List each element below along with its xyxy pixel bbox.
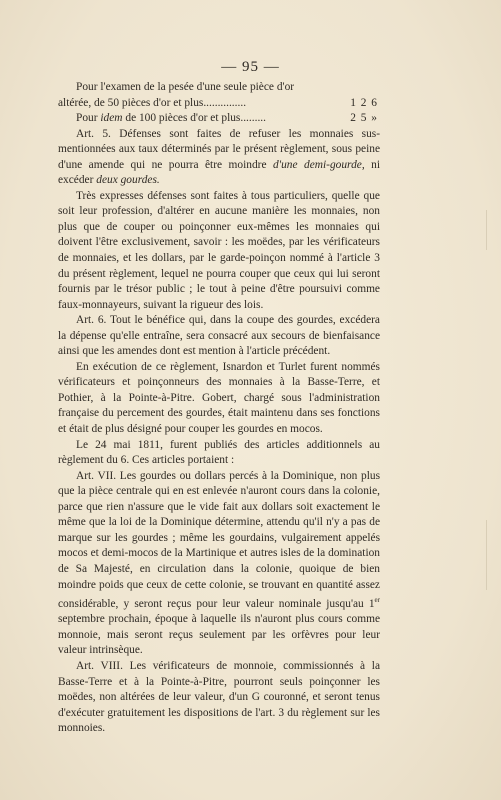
paper-mark [486, 210, 487, 250]
paper-mark [486, 520, 487, 590]
paragraph-defenses: Très expresses défenses sont faites à tous particuliers, quelle que soit leur profession, d'altérer en aucune manière les monnaies, non plus que de couper ou poinçonner eux-mêmes les monnaies qui doivent l'être exclusivement, savoir : les moëdes, par les vérificateurs de monnaies, et les dollars, par le garde-poinçon nommé à l'article 3 du présent règlement, lequel ne pourra couper que ceux qui lui seront fournis par le trésor public ; le tout à peine d'être poursuivi comme faux-monnayeurs, suivant la rigueur des lois. [58, 189, 380, 311]
fee-line-3-text: Pour idem de 100 pièces d'or et plus......... [76, 112, 266, 125]
article-7: Art. VII. Les gourdes ou dollars percés à la Dominique, non plus que la pièce centrale qui en est enlevée n'auront cours dans la colonie, parce que rien n'assure que le vide fait aux dollars soit exactement le même que la loi de la Dominique détermine, attendu qu'il n'y a pas de marque sur les gourdes ; même les gourdains, vulgairement appelés mocos et demi-mocos de la Martinique et autres isles de la domination de Sa Majesté, en circulation dans la colonie, quoique de bien moindre poids que ceux de cette colonie, se trouvant en quantité assez considérable, y seront reçus pour leur valeur nominale jusqu'au 1er septembre prochain, époque à laquelle ils n'auront plus cours comme monnoie, mais seront reçus seulement par les orfèvres pour leur valeur intrinsèque. [58, 469, 380, 657]
page-body [58, 80, 380, 737]
page-number: — 95 — [221, 59, 280, 75]
fee-line-1 [58, 80, 380, 96]
paragraph-mai-1811: Le 24 mai 1811, furent publiés des articles additionnels au règlement du 6. Ces articles portaient : [58, 438, 380, 467]
fee-line-2-text: altérée, de 50 pièces d'or et plus............... [58, 96, 247, 109]
fee-line-2-value: 1 2 6 [350, 96, 378, 109]
fee-line-3 [58, 111, 380, 127]
article-8: Art. VIII. Les vérificateurs de monnoie, commissionnés à la Basse-Terre et à la Pointe-à-Pitre, pourront seuls poinçonner les moëdes, non altérées de leur valeur, d'un G couronné, et seront tenus d'exécuter gratuitement les dispositions de l'art. 3 du règlement sur les monnoies. [58, 660, 380, 735]
paragraph-execution: En exécution de ce règlement, Isnardon et Turlet furent nommés vérificateurs et poinçonneurs des monnaies à la Basse-Terre, et Pothier, à la Pointe-à-Pitre. Gobert, chargé sous l'administration française du percement des gourdes, était maintenu dans ses fonctions et était de plus désigné pour couper les gourdes en mocos. [58, 360, 380, 436]
article-5: Art. 5. Défenses sont faites de refuser les monnaies sus-mentionnées aux taux déterminés par le présent règlement, sous peine d'une amende qui ne pourra être moindre d'une demi-gourde, ni excéder deux gourdes. [58, 127, 381, 187]
fee-line-3-value: 2 5 » [350, 112, 378, 125]
article-6: Art. 6. Tout le bénéfice qui, dans la coupe des gourdes, excédera la dépense qu'elle entraîne, sera consacré aux secours de bienfaisance ainsi que les amendes dont est mention à l'article précédent. [58, 314, 380, 358]
fee-line-2 [58, 96, 380, 112]
fee-line-1-text: Pour l'examen de la pesée d'une seule pièce d'or [76, 81, 295, 93]
